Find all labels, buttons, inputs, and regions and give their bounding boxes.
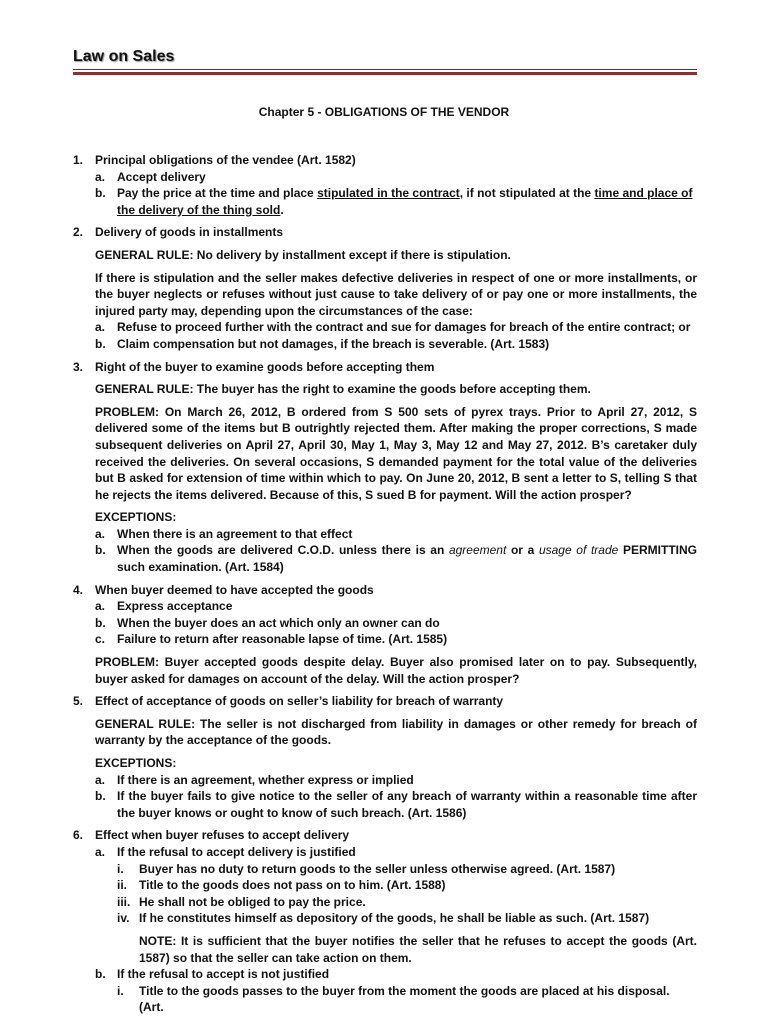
list-marker: a. (95, 844, 106, 859)
list-text: If there is an agreement, whether express or implied (117, 772, 414, 787)
paragraph: If there is stipulation and the seller makes defective deliveries in respect of one or more installments, or the buyer neglects or refuses without just cause to take delivery of or pay one or more installments, the injured party may, depending upon the circumstances of the case: (95, 270, 697, 318)
list-marker: i. (117, 861, 124, 876)
italic-text: agreement (448, 543, 507, 558)
italic-text: usage of trade (538, 543, 619, 558)
list-item (95, 772, 697, 789)
section-heading: Effect when buyer refuses to accept delivery (95, 828, 350, 843)
section-6 (73, 827, 697, 1016)
list-text: If he constitutes himself as depository of the goods, he shall be liable as such. (Art. 1587) (139, 911, 650, 926)
header-rule-thick (73, 72, 697, 75)
list-item (95, 631, 697, 648)
list-text: Claim compensation but not damages, if the breach is severable. (Art. 1583) (117, 336, 550, 351)
list-item (95, 169, 697, 186)
list-text: , if not stipulated at the (459, 186, 595, 201)
general-rule: GENERAL RULE: The buyer has the right to examine the goods before accepting them. (95, 382, 591, 397)
list-marker: b. (95, 615, 106, 630)
list-text: If the buyer fails to give notice to the seller of any breach of warranty within a reasonable time after the buyer knows or ought to know of such breach. (Art. 1586) (117, 789, 697, 820)
list-text: Title to the goods passes to the buyer from the moment the goods are placed at his disposal. (Art. (139, 983, 670, 1015)
list-marker: b. (95, 789, 106, 804)
list-item (95, 542, 697, 575)
list-text: When the goods are delivered C.O.D. unless there is an (117, 543, 449, 558)
section-heading: Principal obligations of the vendee (Art. 1582) (95, 153, 356, 167)
list-marker: a. (95, 599, 106, 614)
underlined-text: stipulated in the contract (317, 186, 460, 201)
list-item (95, 788, 697, 821)
list-text: Accept delivery (117, 169, 206, 184)
list-marker: ii. (117, 878, 128, 893)
section-heading: Right of the buyer to examine goods before accepting them (95, 359, 435, 374)
section-3 (73, 359, 697, 576)
section-number: 2. (73, 225, 84, 240)
sub-list-item (117, 861, 697, 878)
list-marker: iii. (117, 894, 131, 909)
list-marker: c. (95, 632, 106, 647)
problem-paragraph: PROBLEM: Buyer accepted goods despite delay. Buyer also promised later on to pay. Subsequently, buyer asked for damages on account of the delay. Will the action prosper? (95, 655, 697, 686)
list-item (95, 319, 697, 336)
list-item (95, 336, 697, 353)
header-rule-thin (73, 69, 697, 70)
list-item (95, 598, 697, 615)
general-rule: GENERAL RULE: The seller is not discharged from liability in damages or other remedy for breach of warranty by the acceptance of the goods. (95, 716, 697, 748)
list-marker: iv. (117, 911, 130, 926)
problem-paragraph: PROBLEM: On March 26, 2012, B ordered from S 500 sets of pyrex trays. Prior to April 27, 2012, S delivered some of the items but B outrightly rejected them. After making the proper corrections, S made subsequent deliveries on April 27, April 30, May 1, May 3, May 12 and May 27, 2012. B’s caretaker duly received the deliveries. On several occasions, S demanded payment for the total value of the deliveries but B asked for extension of time within which to pay. On June 20, 2012, B sent a letter to S, telling S that he rejects the items delivered. Because of this, S sued B for payment. Will the action prosper? (95, 404, 697, 502)
sub-list-item (117, 894, 697, 911)
underlined-text: time and place of the delivery of the thing sold (117, 186, 693, 217)
chapter-title: Chapter 5 - OBLIGATIONS OF THE VENDOR (258, 105, 510, 119)
list-marker: b. (95, 336, 106, 351)
list-marker: a. (95, 320, 106, 335)
list-text: If the refusal to accept delivery is justified (117, 844, 356, 859)
section-number: 6. (73, 828, 84, 843)
list-item (95, 844, 697, 966)
list-text: or a (506, 543, 539, 558)
list-item (95, 615, 697, 632)
sub-list-item (117, 910, 697, 927)
list-text: When the buyer does an act which only an owner can do (117, 615, 440, 630)
section-number: 3. (73, 359, 84, 374)
header-title: Law on Sales (73, 48, 175, 65)
section-heading: Delivery of goods in installments (95, 225, 284, 240)
list-text: Pay the price at the time and place (117, 186, 318, 201)
list-text: PERMITTING such examination. (Art. 1584) (117, 543, 697, 575)
section-heading: Effect of acceptance of goods on seller’s liability for breach of warranty (95, 694, 504, 709)
list-item (95, 185, 697, 218)
list-marker: a. (95, 772, 106, 787)
list-marker: b. (95, 186, 106, 201)
list-marker: a. (95, 526, 106, 541)
section-1 (73, 152, 697, 218)
list-item (95, 966, 697, 1016)
general-rule: GENERAL RULE: No delivery by installment except if there is stipulation. (95, 247, 511, 262)
list-text: Buyer has no duty to return goods to the seller unless otherwise agreed. (Art. 1587) (139, 861, 616, 876)
list-marker: a. (95, 169, 106, 184)
note-paragraph: NOTE: It is sufficient that the buyer notifies the seller that he refuses to accept the goods (Art. 1587) so that the seller can take action on them. (139, 933, 697, 965)
exceptions-label: EXCEPTIONS: (95, 756, 177, 770)
section-number: 4. (73, 582, 84, 597)
section-5 (73, 693, 697, 821)
section-number: 1. (73, 153, 84, 167)
list-text: Refuse to proceed further with the contract and sue for damages for breach of the entire contract; or (117, 320, 691, 335)
list-text: If the refusal to accept is not justified (117, 967, 330, 982)
list-item (95, 526, 697, 543)
section-number: 5. (73, 694, 84, 709)
list-marker: i. (117, 983, 124, 998)
list-text: When there is an agreement to that effect (117, 526, 353, 541)
list-text: He shall not be obliged to pay the price. (139, 894, 366, 909)
section-4 (73, 582, 697, 688)
list-text: . (280, 202, 284, 217)
section-heading: When buyer deemed to have accepted the goods (95, 582, 374, 597)
list-text: Express acceptance (117, 599, 233, 614)
list-marker: b. (95, 967, 106, 982)
list-text: Title to the goods does not pass on to him. (Art. 1588) (139, 878, 446, 893)
document-body (73, 152, 697, 1022)
exceptions-label: EXCEPTIONS: (95, 510, 177, 525)
sub-list-item (117, 983, 697, 1016)
section-2 (73, 224, 697, 352)
list-marker: b. (95, 543, 106, 558)
list-text: Failure to return after reasonable lapse of time. (Art. 1585) (117, 632, 448, 647)
sub-list-item (117, 877, 697, 894)
